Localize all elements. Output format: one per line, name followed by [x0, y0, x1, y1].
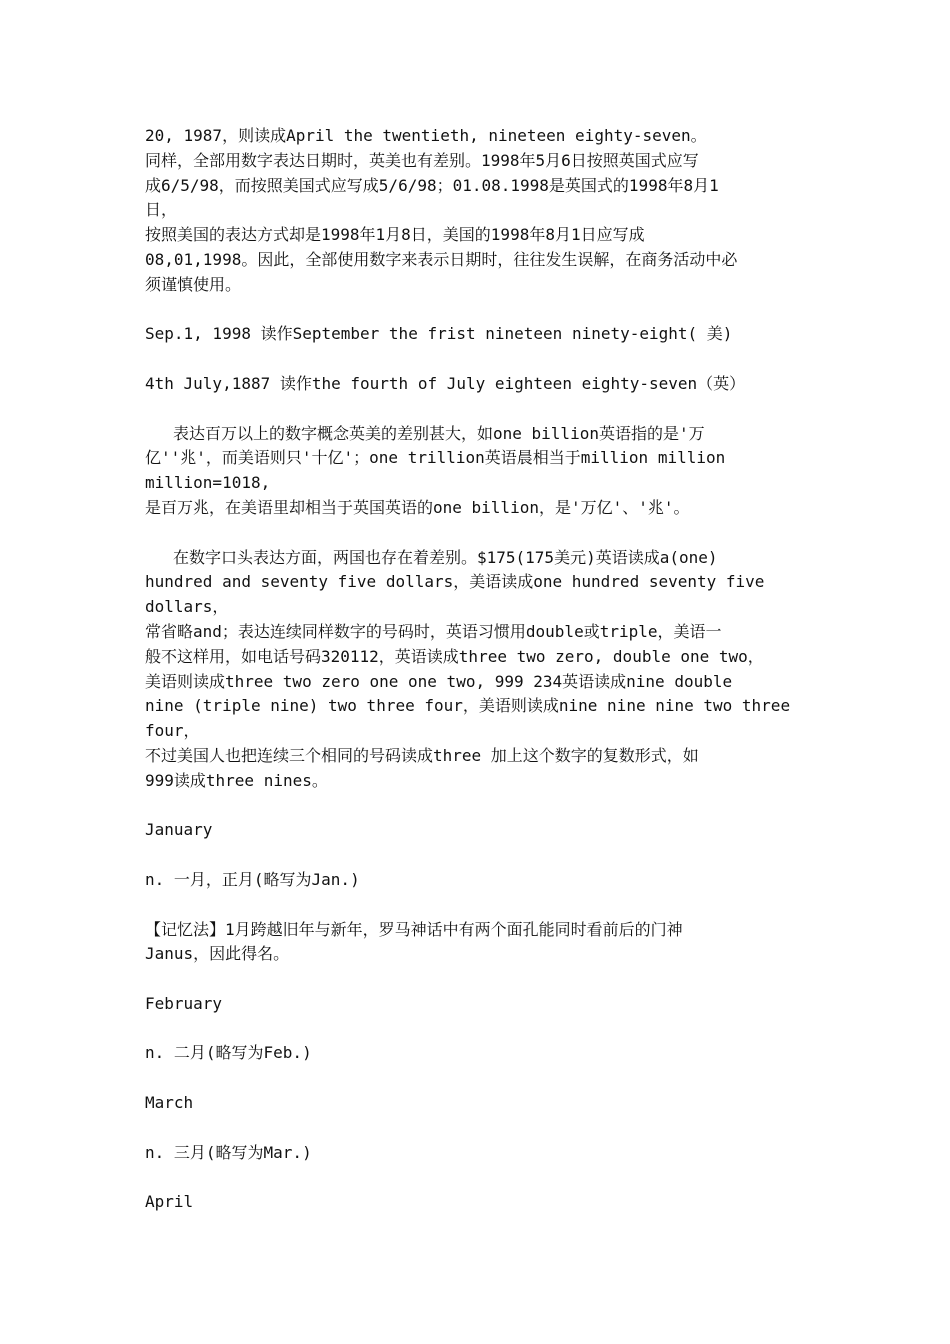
text-line: 成6/5/98，而按照美国式应写成5/6/98；01.08.1998是英国式的1998年8月1 [145, 175, 719, 195]
text-line: 按照美国的表达方式却是1998年1月8日，美国的1998年8月1日应写成 [145, 225, 645, 245]
text-line: 08,01,1998。因此，全部使用数字来表示日期时，往往发生误解，在商务活动中必 [145, 249, 738, 269]
text-line: 常省略and；表达连续同样数字的号码时，英语习惯用double或triple，美语一 [145, 621, 722, 641]
blank-line [145, 1017, 813, 1042]
blank-line [145, 397, 813, 422]
memory-tip: 【记忆法】1月跨越旧年与新年，罗马神话中有两个面孔能同时看前后的门神 [145, 919, 683, 939]
word-heading: April [145, 1192, 194, 1212]
blank-line [145, 794, 813, 819]
text-line: 日， [145, 200, 178, 220]
text-line: 须谨慎使用。 [145, 274, 242, 294]
blank-line [145, 967, 813, 992]
text-line: 4th July,1887 读作the fourth of July eighteen eighty-seven（英） [145, 373, 746, 393]
blank-line [145, 1066, 813, 1091]
text-line: 美语则读成three two zero one one two, 999 234英语读成nine double [145, 671, 733, 691]
word-definition: n. 一月，正月(略写为Jan.) [145, 869, 360, 889]
text-line: Sep.1, 1998 读作September the frist nineteen ninety-eight( 美) [145, 324, 733, 344]
blank-line [145, 1165, 813, 1190]
text-line: 999读成three nines。 [145, 770, 328, 790]
text-line: hundred and seventy five dollars，美语读成one hundred seventy five [145, 572, 765, 592]
memory-tip: Janus，因此得名。 [145, 944, 290, 964]
text-line: 亿''兆'，而美语则只'十亿'；one trillion英语晨相当于million million [145, 448, 726, 468]
text-line: 20, 1987，则读成April the twentieth, nineteen eighty-seven。 [145, 126, 707, 145]
document-body [145, 124, 813, 1215]
text-line: dollars， [145, 597, 229, 617]
text-line: million=1018, [145, 473, 271, 493]
text-line: 表达百万以上的数字概念英美的差别甚大，如one billion英语指的是'万 [173, 423, 705, 443]
text-line: nine (triple nine) two three four，美语则读成nine nine nine two three [145, 696, 791, 716]
text-line: 在数字口头表达方面，两国也存在着差别。$175(175美元)英语读成a(one) [173, 547, 718, 567]
blank-line [145, 843, 813, 868]
word-heading: March [145, 1093, 194, 1113]
text-line: 般不这样用，如电话号码320112，英语读成three two zero, double one two， [145, 646, 764, 666]
blank-line [145, 347, 813, 372]
text-line: 同样，全部用数字表达日期时，英美也有差别。1998年5月6日按照英国式应写 [145, 150, 699, 170]
blank-line [145, 521, 813, 546]
word-heading: February [145, 993, 223, 1013]
word-definition: n. 三月(略写为Mar.) [145, 1142, 312, 1162]
word-definition: n. 二月(略写为Feb.) [145, 1043, 312, 1063]
text-line: 不过美国人也把连续三个相同的号码读成three 加上这个数字的复数形式，如 [145, 745, 699, 765]
blank-line [145, 1116, 813, 1141]
word-heading: January [145, 820, 213, 840]
text-line: 是百万兆，在美语里却相当于英国英语的one billion，是'万亿'、'兆'。 [145, 497, 690, 517]
blank-line [145, 893, 813, 918]
blank-line [145, 298, 813, 323]
text-line: four， [145, 721, 200, 741]
